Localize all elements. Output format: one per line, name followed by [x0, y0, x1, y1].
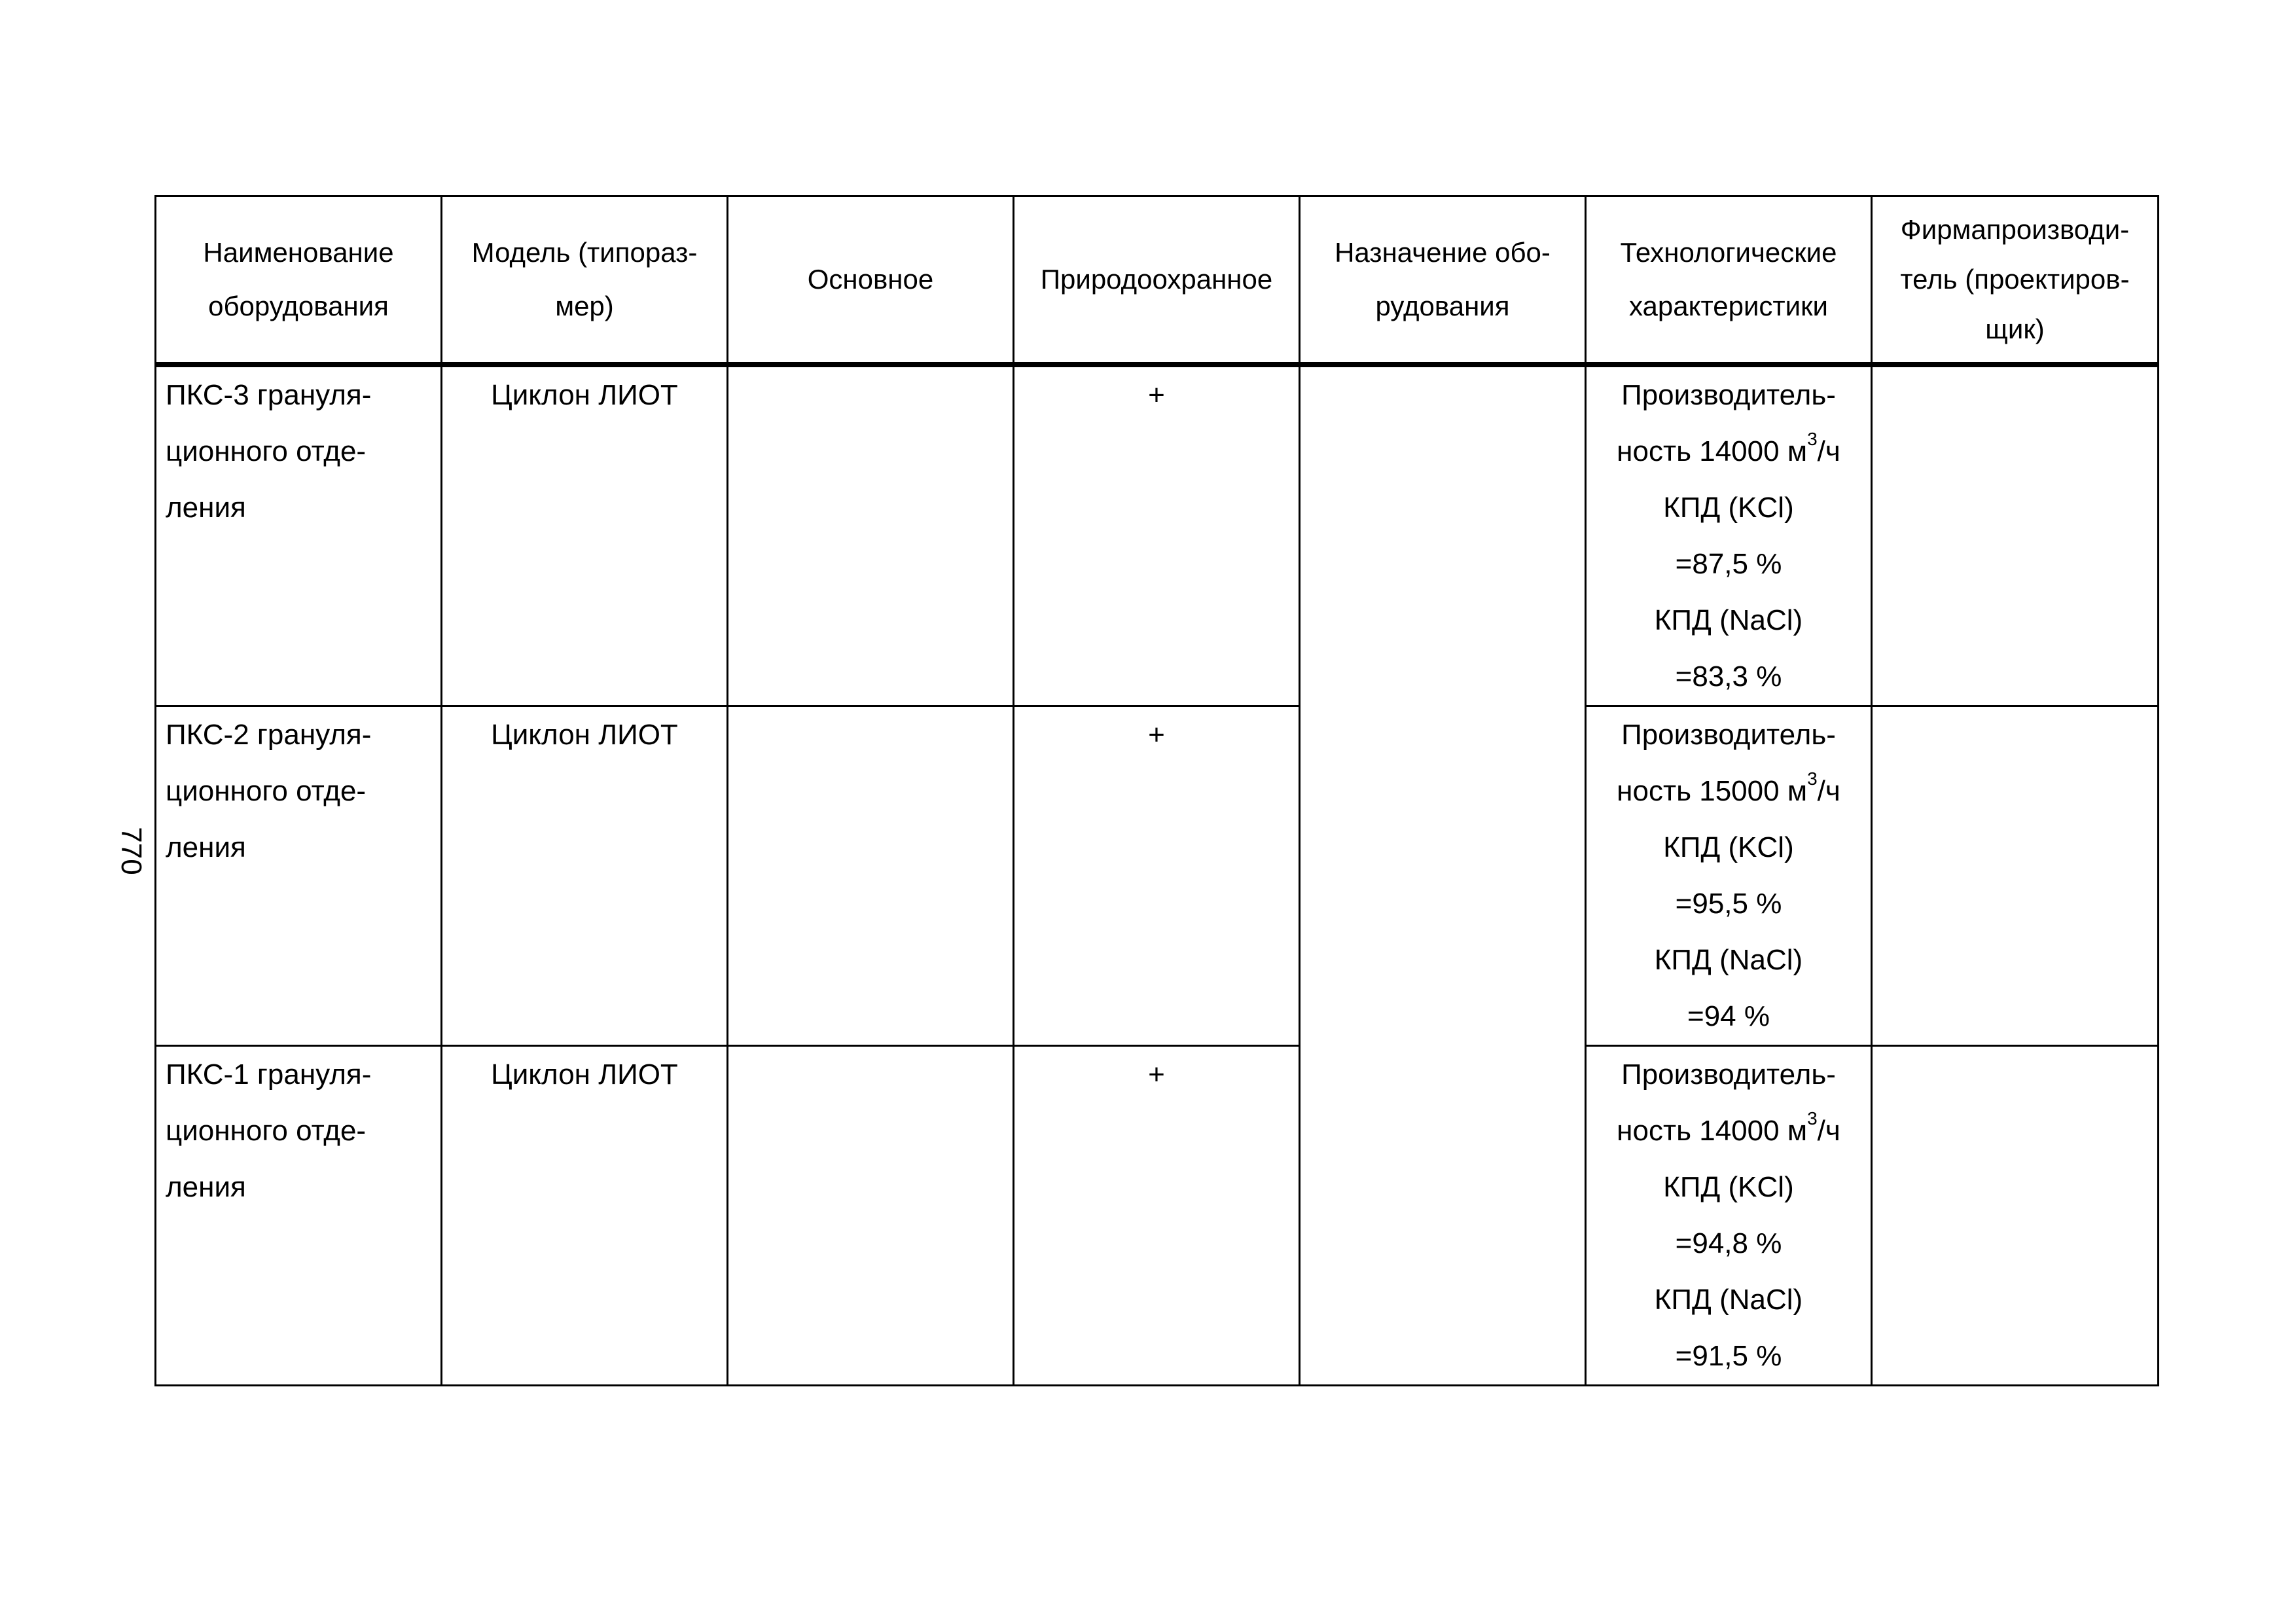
table-header-row	[156, 196, 2159, 365]
table-row	[156, 706, 2159, 1046]
cell-tech-characteristics: Производитель- ность 15000 $м^3/ч$ КПД (KCl) =95,5 % КПД (NaCl) =94 %	[1586, 706, 1872, 1046]
header-environmental: Природоохранное	[1014, 196, 1300, 365]
cell-manufacturer	[1872, 365, 2159, 706]
cell-tech-characteristics: Производитель- ность 14000 $м^3/ч$ КПД (KCl) =94,8 % КПД (NaCl) =91,5 %	[1586, 1046, 1872, 1386]
cell-manufacturer	[1872, 706, 2159, 1046]
table-row	[156, 365, 2159, 706]
cell-main	[728, 706, 1014, 1046]
cell-equipment-name: ПКС-1 грануля- ционного отде- ления	[156, 1046, 442, 1386]
cell-equipment-name: ПКС-3 грануля- ционного отде- ления	[156, 365, 442, 706]
table-row	[156, 1046, 2159, 1386]
header-purpose: Назначение обо- рудования	[1300, 196, 1586, 365]
cell-model: Циклон ЛИОТ	[442, 365, 728, 706]
header-manufacturer: Фирмапроизводи- тель (проектиров- щик)	[1872, 196, 2159, 365]
cell-tech-characteristics: Производитель- ность 14000 $м^3/ч$ КПД (KCl) =87,5 % КПД (NaCl) =83,3 %	[1586, 365, 1872, 706]
cell-main	[728, 1046, 1014, 1386]
cell-manufacturer	[1872, 1046, 2159, 1386]
cell-purpose-merged	[1300, 365, 1586, 1386]
cell-environmental: +	[1014, 706, 1300, 1046]
equipment-table	[154, 195, 2159, 1386]
page-number: 770	[115, 827, 147, 875]
header-main: Основное	[728, 196, 1014, 365]
header-equipment-name: Наименование оборудования	[156, 196, 442, 365]
cell-main	[728, 365, 1014, 706]
cell-environmental: +	[1014, 365, 1300, 706]
header-tech-characteristics: Технологические характеристики	[1586, 196, 1872, 365]
cell-model: Циклон ЛИОТ	[442, 706, 728, 1046]
header-model: Модель (типораз- мер)	[442, 196, 728, 365]
cell-environmental: +	[1014, 1046, 1300, 1386]
cell-model: Циклон ЛИОТ	[442, 1046, 728, 1386]
cell-equipment-name: ПКС-2 грануля- ционного отде- ления	[156, 706, 442, 1046]
